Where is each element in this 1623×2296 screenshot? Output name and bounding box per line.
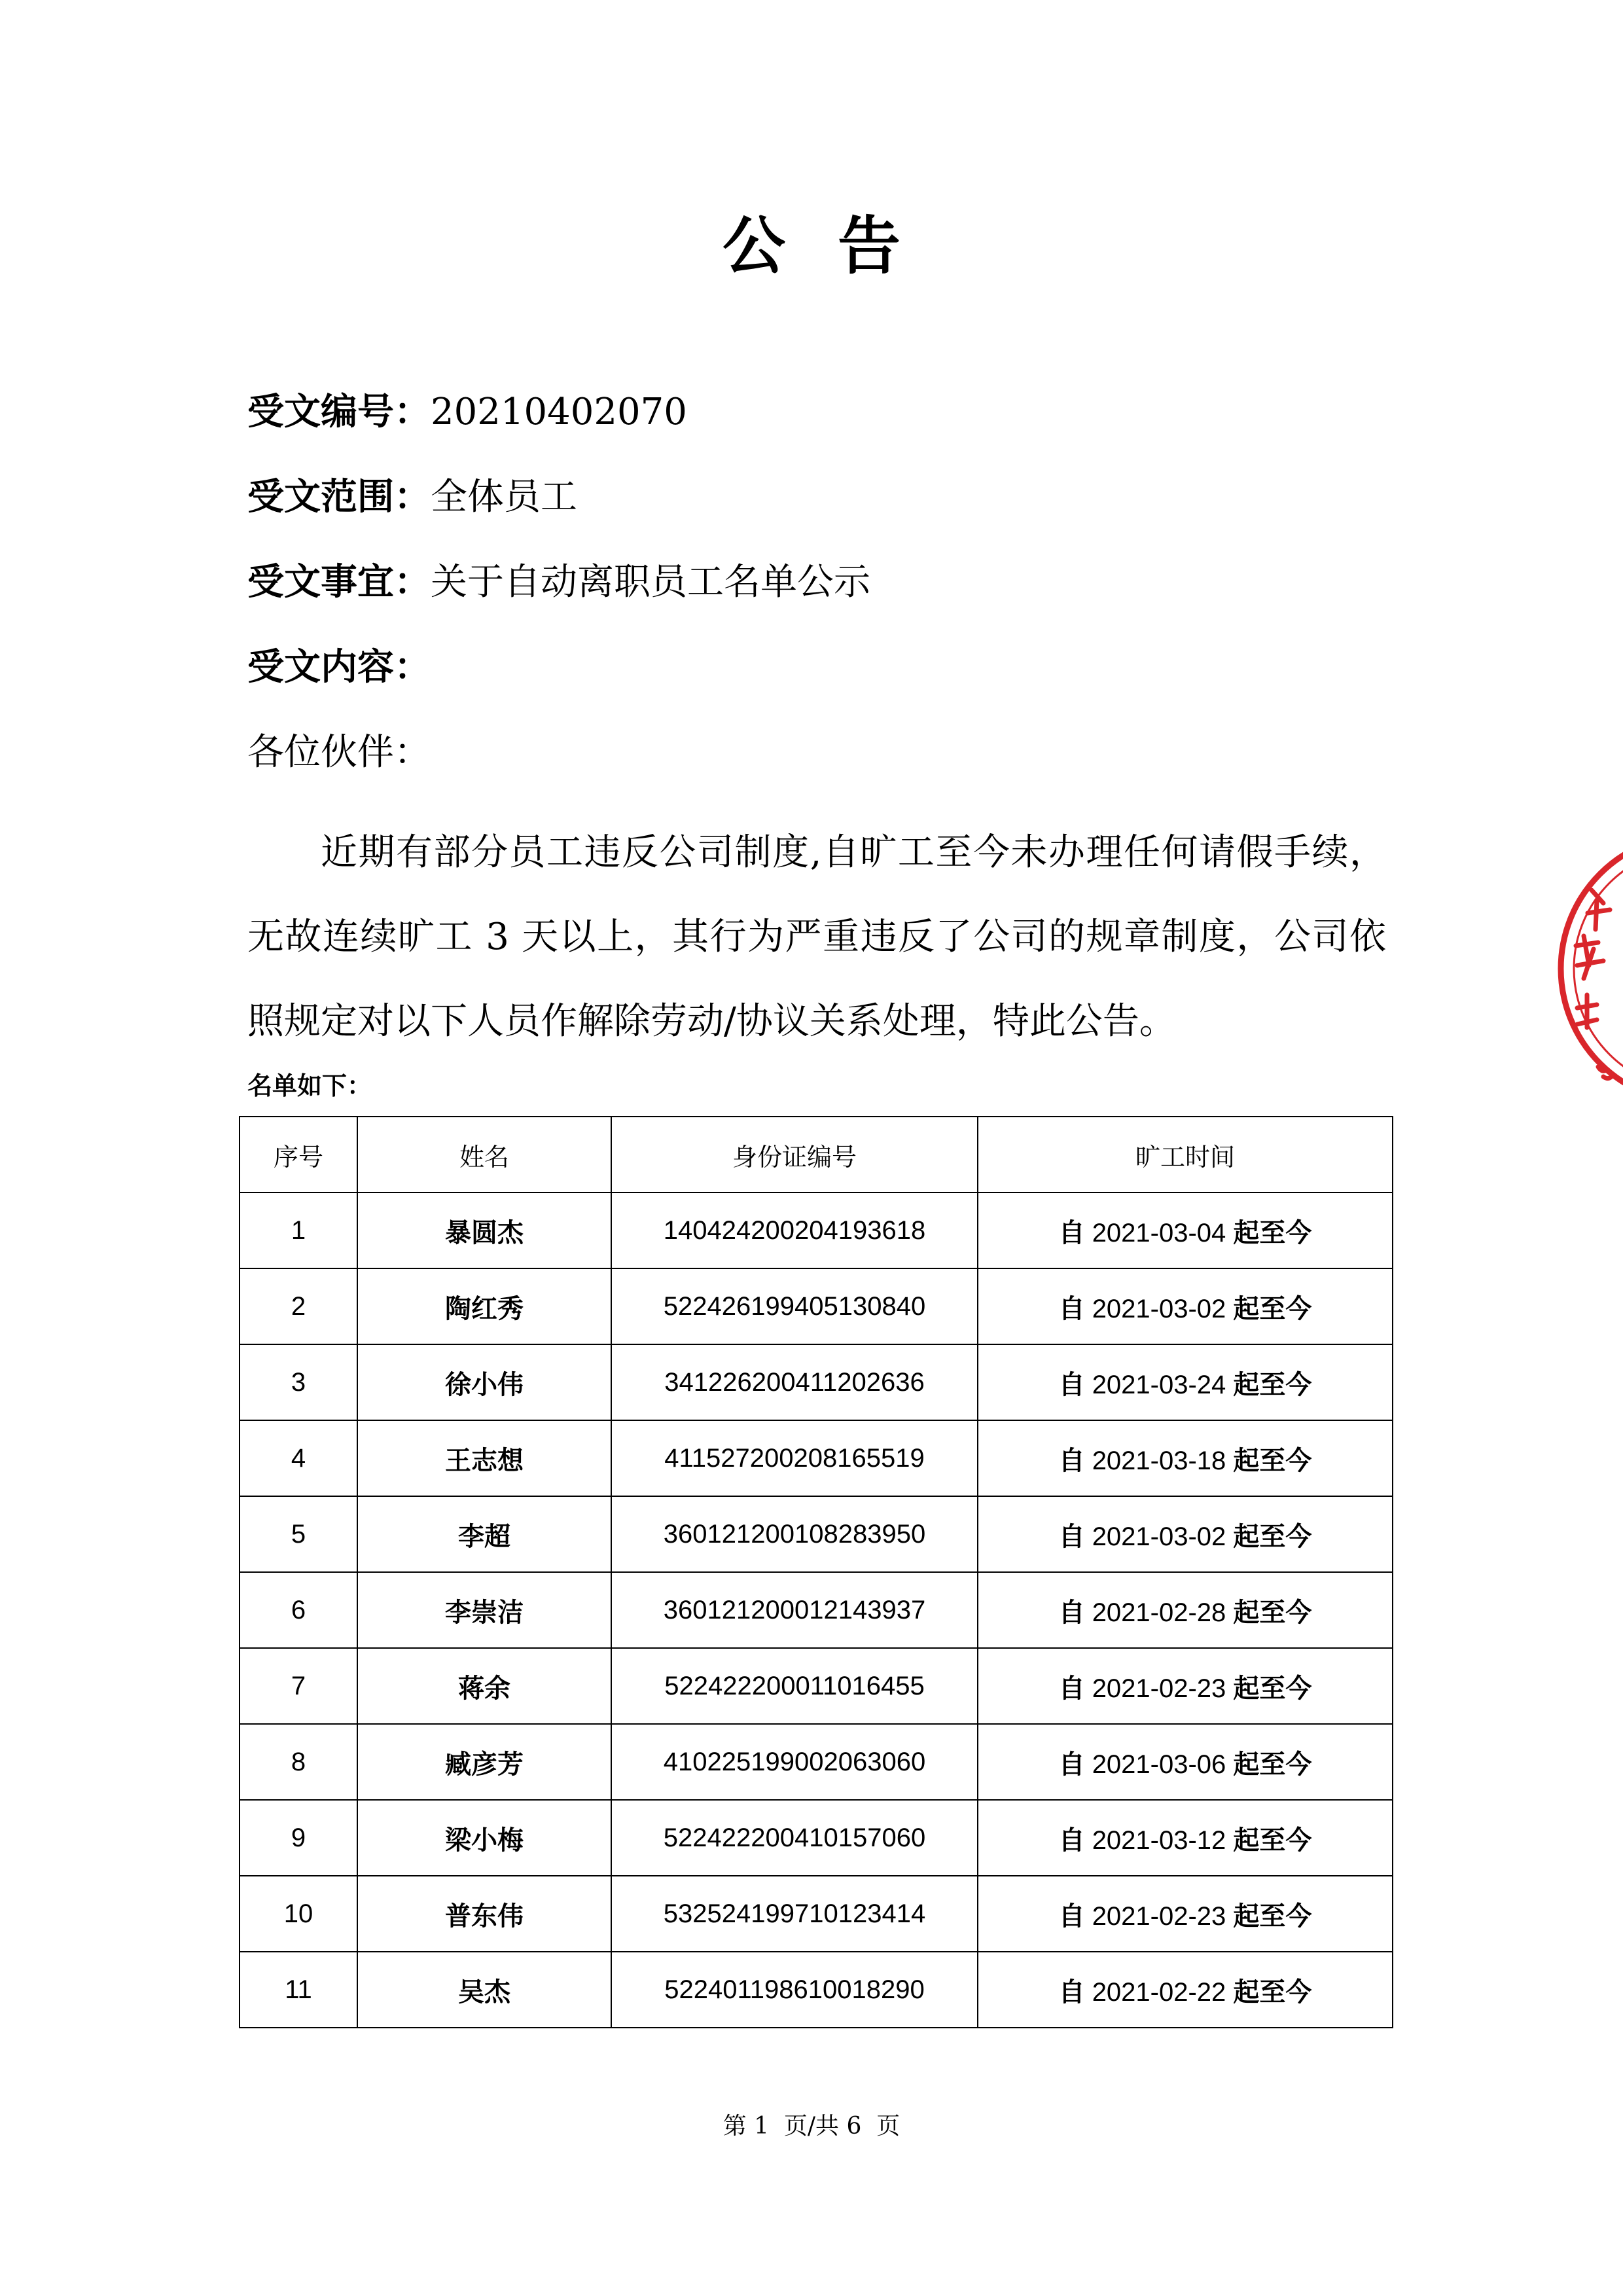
- absence-date: 2021-03-06: [1092, 1749, 1226, 1779]
- absence-suffix: 起至今: [1233, 1597, 1312, 1628]
- row-number: 3: [240, 1344, 357, 1420]
- row-name: 臧彦芳: [357, 1724, 611, 1800]
- field-value: 关于自动离职员工名单公示: [431, 561, 870, 603]
- row-id-number: 341226200411202636: [611, 1344, 978, 1420]
- absence-prefix: 自: [1058, 1369, 1085, 1400]
- table-row: [240, 1952, 1393, 2028]
- field-value: 20210402070: [431, 391, 687, 433]
- greeting: 各位伙伴：: [247, 731, 431, 774]
- row-name: 王志想: [357, 1420, 611, 1496]
- row-number: 8: [240, 1724, 357, 1800]
- row-absence-time: [978, 1420, 1393, 1496]
- row-name: 普东伟: [357, 1876, 611, 1952]
- table-row: [240, 1496, 1393, 1572]
- row-id-number: 411527200208165519: [611, 1420, 978, 1496]
- row-absence-time: [978, 1193, 1393, 1268]
- row-absence-time: [978, 1800, 1393, 1876]
- table-row: [240, 1268, 1393, 1344]
- row-absence-time: [978, 1724, 1393, 1800]
- row-number: 2: [240, 1268, 357, 1344]
- row-absence-time: [978, 1876, 1393, 1952]
- table-row: [240, 1344, 1393, 1420]
- header-id-number: 身份证编号: [611, 1117, 978, 1193]
- row-number: 9: [240, 1800, 357, 1876]
- field-label: 受文编号：: [247, 391, 431, 433]
- absence-date: 2021-02-23: [1092, 1674, 1226, 1703]
- field-label: 受文内容：: [247, 646, 431, 689]
- row-name: 徐小伟: [357, 1344, 611, 1420]
- absence-date: 2021-03-02: [1092, 1294, 1226, 1323]
- row-id-number: 522422200410157060: [611, 1800, 978, 1876]
- absence-prefix: 自: [1058, 1293, 1085, 1324]
- absence-date: 2021-02-22: [1092, 1977, 1226, 2007]
- absence-prefix: 自: [1058, 1217, 1085, 1248]
- absence-suffix: 起至今: [1233, 1825, 1312, 1856]
- row-name: 梁小梅: [357, 1800, 611, 1876]
- table-row: [240, 1420, 1393, 1496]
- absence-suffix: 起至今: [1233, 1673, 1312, 1704]
- table-row: [240, 1193, 1393, 1268]
- dismissal-table: [239, 1116, 1393, 2028]
- table-body: [240, 1193, 1393, 2028]
- row-number: 6: [240, 1572, 357, 1648]
- absence-date: 2021-03-18: [1092, 1446, 1226, 1475]
- absence-suffix: 起至今: [1233, 1521, 1312, 1552]
- row-name: 李超: [357, 1496, 611, 1572]
- row-absence-time: [978, 1952, 1393, 2028]
- table-row: [240, 1876, 1393, 1952]
- absence-suffix: 起至今: [1233, 1977, 1312, 2007]
- absence-suffix: 起至今: [1233, 1749, 1312, 1780]
- absence-date: 2021-03-04: [1092, 1218, 1226, 1247]
- row-name: 暴圆杰: [357, 1193, 611, 1268]
- body-paragraph: 近期有部分员工违反公司制度,自旷工至今未办理任何请假手续，无故连续旷工 3 天以上，其行为严重违反了公司的规章制度，公司依照规定对以下人员作解除劳动/协议关系处理，特此公告。: [247, 831, 1386, 1043]
- row-name: 吴杰: [357, 1952, 611, 2028]
- table-row: [240, 1572, 1393, 1648]
- row-absence-time: [978, 1572, 1393, 1648]
- absence-date: 2021-03-02: [1092, 1522, 1226, 1551]
- absence-prefix: 自: [1058, 1825, 1085, 1856]
- absence-date: 2021-02-28: [1092, 1598, 1226, 1627]
- row-id-number: 522422200011016455: [611, 1648, 978, 1724]
- table-row: [240, 1800, 1393, 1876]
- absence-suffix: 起至今: [1233, 1369, 1312, 1400]
- row-name: 陶红秀: [357, 1268, 611, 1344]
- field-label: 受文事宜：: [247, 561, 431, 603]
- row-name: 李崇洁: [357, 1572, 611, 1648]
- field-label: 受文范围：: [247, 476, 431, 518]
- row-absence-time: [978, 1496, 1393, 1572]
- absence-prefix: 自: [1058, 1749, 1085, 1780]
- absence-suffix: 起至今: [1233, 1901, 1312, 1931]
- row-number: 10: [240, 1876, 357, 1952]
- row-name: 蒋余: [357, 1648, 611, 1724]
- row-id-number: 522426199405130840: [611, 1268, 978, 1344]
- row-number: 7: [240, 1648, 357, 1724]
- field-content: [247, 641, 431, 694]
- row-number: 11: [240, 1952, 357, 2028]
- row-id-number: 360121200012143937: [611, 1572, 978, 1648]
- header-name: 姓名: [357, 1117, 611, 1193]
- field-value: 全体员工: [431, 476, 577, 518]
- row-id-number: 532524199710123414: [611, 1876, 978, 1952]
- absence-prefix: 自: [1058, 1445, 1085, 1476]
- absence-suffix: 起至今: [1233, 1217, 1312, 1248]
- absence-prefix: 自: [1058, 1597, 1085, 1628]
- row-id-number: 360121200108283950: [611, 1496, 978, 1572]
- table-row: [240, 1648, 1393, 1724]
- table-row: [240, 1724, 1393, 1800]
- list-label: 名单如下：: [247, 1071, 372, 1100]
- header-absence-time: 旷工时间: [978, 1117, 1393, 1193]
- field-subject: [247, 556, 870, 609]
- page-footer: 第 1 页/共 6 页: [722, 2113, 901, 2140]
- row-absence-time: [978, 1268, 1393, 1344]
- absence-date: 2021-02-23: [1092, 1901, 1226, 1931]
- row-id-number: 522401198610018290: [611, 1952, 978, 2028]
- row-number: 1: [240, 1193, 357, 1268]
- absence-suffix: 起至今: [1233, 1445, 1312, 1476]
- absence-date: 2021-03-12: [1092, 1825, 1226, 1855]
- notice-title: 公告: [722, 209, 953, 283]
- row-absence-time: [978, 1648, 1393, 1724]
- absence-prefix: 自: [1058, 1901, 1085, 1931]
- absence-suffix: 起至今: [1233, 1293, 1312, 1324]
- field-document-number: [247, 386, 687, 439]
- row-id-number: 140424200204193618: [611, 1193, 978, 1268]
- company-seal: [1558, 818, 1623, 1119]
- row-absence-time: [978, 1344, 1393, 1420]
- row-number: 4: [240, 1420, 357, 1496]
- row-number: 5: [240, 1496, 357, 1572]
- absence-prefix: 自: [1058, 1673, 1085, 1704]
- absence-date: 2021-03-24: [1092, 1370, 1226, 1399]
- absence-prefix: 自: [1058, 1977, 1085, 2007]
- field-scope: [247, 471, 577, 524]
- absence-prefix: 自: [1058, 1521, 1085, 1552]
- table-header-row: [240, 1117, 1393, 1193]
- row-id-number: 410225199002063060: [611, 1724, 978, 1800]
- header-number: 序号: [240, 1117, 357, 1193]
